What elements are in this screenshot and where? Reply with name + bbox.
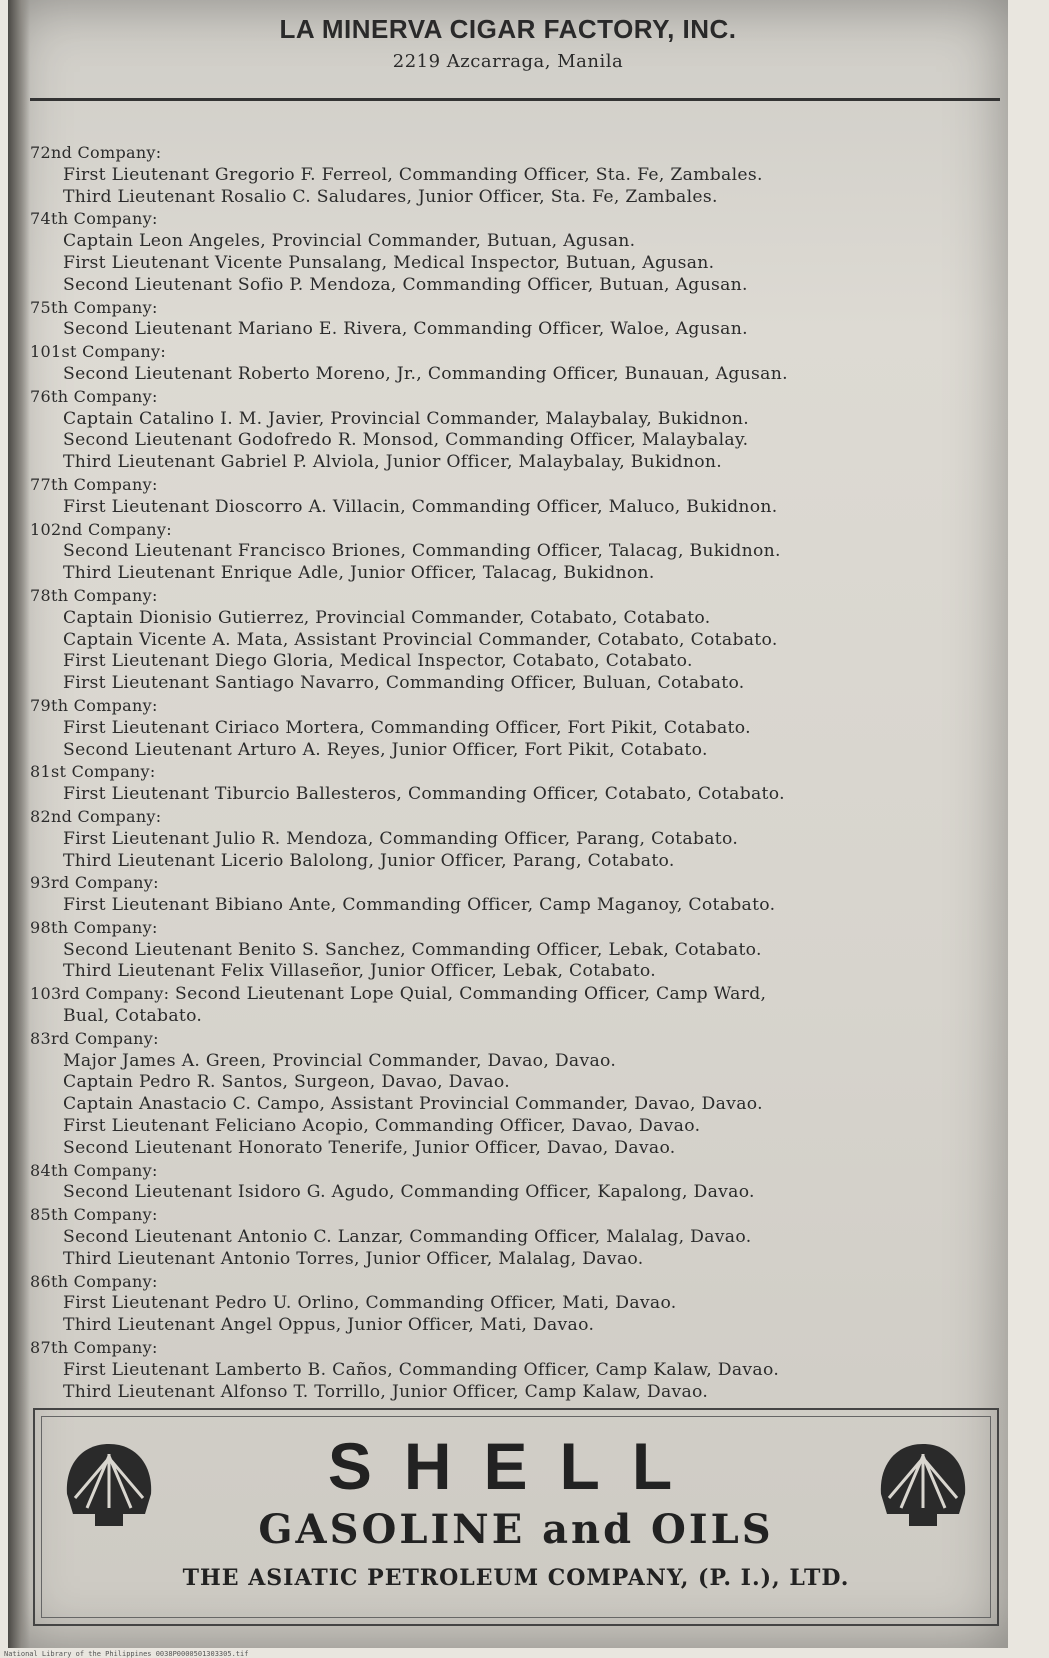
- officer-entry: Second Lieutenant Benito S. Sanchez, Commanding Officer, Lebak, Cotabato.: [63, 939, 762, 960]
- officer-entry: First Lieutenant Vicente Punsalang, Medical Inspector, Butuan, Agusan.: [63, 252, 715, 273]
- officer-entry: Second Lieutenant Isidoro G. Agudo, Commanding Officer, Kapalong, Davao.: [63, 1182, 755, 1203]
- company-label: 81st Company:: [30, 762, 156, 782]
- officer-entry: Second Lieutenant Arturo A. Reyes, Junior Officer, Fort Pikit, Cotabato.: [63, 739, 708, 760]
- company-block: [30, 474, 1005, 519]
- company-label: 102nd Company:: [30, 519, 172, 539]
- shell-advertisement: [33, 1408, 999, 1626]
- officer-entry: Captain Leon Angeles, Provincial Commander, Butuan, Agusan.: [63, 231, 636, 252]
- company-label: 77th Company:: [30, 474, 158, 494]
- header-rule: [30, 98, 1000, 101]
- officer-entry: First Lieutenant Diego Gloria, Medical Inspector, Cotabato, Cotabato.: [63, 651, 693, 672]
- company-block: [30, 519, 1005, 585]
- company-block: [30, 761, 1005, 806]
- company-heading: [30, 297, 1005, 320]
- ad-products: GASOLINE and OILS: [258, 1506, 774, 1553]
- scanned-page: [8, 0, 1008, 1648]
- officer-entry: Second Lieutenant Francisco Briones, Commanding Officer, Talacag, Bukidnon.: [63, 541, 781, 562]
- company-label: 83rd Company:: [30, 1028, 159, 1048]
- company-block: [30, 341, 1005, 386]
- officer-entry: First Lieutenant Julio R. Mendoza, Commanding Officer, Parang, Cotabato.: [63, 828, 739, 849]
- company-heading: [30, 341, 1005, 364]
- officer-entry: Second Lieutenant Mariano E. Rivera, Commanding Officer, Waloe, Agusan.: [63, 319, 748, 340]
- officer-entry: First Lieutenant Bibiano Ante, Commanding Officer, Camp Maganoy, Cotabato.: [63, 895, 776, 916]
- officer-entry: Second Lieutenant Antonio C. Lanzar, Commanding Officer, Malalag, Davao.: [63, 1227, 752, 1248]
- company-heading: [30, 1337, 1005, 1360]
- company-block: [30, 1028, 1005, 1160]
- officer-entry: Third Lieutenant Alfonso T. Torrillo, Junior Officer, Camp Kalaw, Davao.: [63, 1381, 709, 1402]
- company-heading: [30, 142, 1005, 165]
- company-heading: [30, 695, 1005, 718]
- officer-listing: [30, 142, 1005, 1403]
- company-block: [30, 1337, 1005, 1403]
- company-label: 98th Company:: [30, 917, 158, 937]
- company-heading: [30, 386, 1005, 409]
- company-heading: [30, 983, 1005, 1006]
- company-block: [30, 386, 1005, 474]
- company-label: 75th Company:: [30, 297, 158, 317]
- officer-entry: Captain Catalino I. M. Javier, Provincial Commander, Malaybalay, Bukidnon.: [63, 408, 750, 429]
- officer-entry: First Lieutenant Gregorio F. Ferreol, Commanding Officer, Sta. Fe, Zambales.: [63, 164, 763, 185]
- officer-entry-continued: Bual, Cotabato.: [63, 1006, 203, 1027]
- ad-company: THE ASIATIC PETROLEUM COMPANY, (P. I.), LTD.: [182, 1565, 850, 1591]
- page-header: [8, 14, 1008, 72]
- officer-entry: First Lieutenant Lamberto B. Caños, Commanding Officer, Camp Kalaw, Davao.: [63, 1359, 780, 1380]
- officer-entry: Second Lieutenant Sofio P. Mendoza, Commanding Officer, Butuan, Agusan.: [63, 274, 748, 295]
- company-label: 93rd Company:: [30, 873, 159, 893]
- officer-entry: Second Lieutenant Roberto Moreno, Jr., Commanding Officer, Bunauan, Agusan.: [63, 363, 788, 384]
- officer-entry: Second Lieutenant Godofredo R. Monsod, Commanding Officer, Malaybalay.: [63, 430, 749, 451]
- officer-entry: Captain Pedro R. Santos, Surgeon, Davao, Davao.: [63, 1072, 510, 1093]
- company-block: [30, 585, 1005, 695]
- officer-entry: Captain Vicente A. Mata, Assistant Provincial Commander, Cotabato, Cotabato.: [63, 629, 778, 650]
- company-heading: [30, 519, 1005, 542]
- officer-entry: Major James A. Green, Provincial Commander, Davao, Davao.: [63, 1050, 617, 1071]
- company-block: [30, 983, 1005, 1028]
- officer-entry: Captain Anastacio C. Campo, Assistant Provincial Commander, Davao, Davao.: [63, 1094, 763, 1115]
- ad-brand: SHELL: [327, 1429, 705, 1503]
- officer-entry: Captain Dionisio Gutierrez, Provincial Commander, Cotabato, Cotabato.: [63, 607, 711, 628]
- company-heading: [30, 806, 1005, 829]
- company-label: 85th Company:: [30, 1205, 158, 1225]
- company-label: 76th Company:: [30, 386, 158, 406]
- officer-entry: First Lieutenant Pedro U. Orlino, Commanding Officer, Mati, Davao.: [63, 1293, 677, 1314]
- company-heading: [30, 761, 1005, 784]
- company-heading: [30, 1204, 1005, 1227]
- officer-entry: Third Lieutenant Licerio Balolong, Junior Officer, Parang, Cotabato.: [63, 850, 675, 871]
- company-label: 87th Company:: [30, 1338, 158, 1358]
- company-heading: [30, 917, 1005, 940]
- company-block: [30, 1271, 1005, 1337]
- officer-entry: Third Lieutenant Rosalio C. Saludares, Junior Officer, Sta. Fe, Zambales.: [63, 186, 718, 207]
- header-address: 2219 Azcarraga, Manila: [392, 51, 624, 72]
- officer-entry: First Lieutenant Santiago Navarro, Commanding Officer, Buluan, Cotabato.: [63, 673, 745, 694]
- company-heading: [30, 474, 1005, 497]
- company-block: [30, 1204, 1005, 1270]
- company-block: [30, 208, 1005, 296]
- company-block: [30, 1160, 1005, 1205]
- company-label: 86th Company:: [30, 1271, 158, 1291]
- company-heading: [30, 872, 1005, 895]
- company-block: [30, 872, 1005, 917]
- company-label: 101st Company:: [30, 342, 167, 362]
- scan-footer: National Library of the Philippines 0038P0000501303305.tif: [4, 1650, 249, 1658]
- officer-entry: First Lieutenant Dioscorro A. Villacin, Commanding Officer, Maluco, Bukidnon.: [63, 496, 778, 517]
- company-heading: [30, 585, 1005, 608]
- company-heading: [30, 1028, 1005, 1051]
- officer-entry: Third Lieutenant Gabriel P. Alviola, Junior Officer, Malaybalay, Bukidnon.: [63, 452, 722, 473]
- company-block: [30, 695, 1005, 761]
- company-label: 78th Company:: [30, 585, 158, 605]
- officer-entry: Second Lieutenant Lope Quial, Commanding Officer, Camp Ward,: [169, 984, 767, 1005]
- company-heading: [30, 1271, 1005, 1294]
- officer-entry: Second Lieutenant Honorato Tenerife, Junior Officer, Davao, Davao.: [63, 1137, 676, 1158]
- officer-entry: Third Lieutenant Felix Villaseñor, Junior Officer, Lebak, Cotabato.: [63, 961, 657, 982]
- officer-entry: Third Lieutenant Enrique Adle, Junior Officer, Talacag, Bukidnon.: [63, 563, 655, 584]
- officer-entry: Third Lieutenant Antonio Torres, Junior Officer, Malalag, Davao.: [63, 1248, 644, 1269]
- officer-entry: First Lieutenant Feliciano Acopio, Commanding Officer, Davao, Davao.: [63, 1116, 701, 1137]
- company-heading: [30, 208, 1005, 231]
- company-label: 103rd Company:: [30, 984, 170, 1004]
- header-title: LA MINERVA CIGAR FACTORY, INC.: [279, 14, 737, 44]
- officer-entry: First Lieutenant Ciriaco Mortera, Commanding Officer, Fort Pikit, Cotabato.: [63, 717, 751, 738]
- company-block: [30, 297, 1005, 342]
- page-binding-shadow: [8, 0, 30, 1648]
- company-block: [30, 806, 1005, 872]
- officer-entry: Third Lieutenant Angel Oppus, Junior Officer, Mati, Davao.: [63, 1315, 595, 1336]
- officer-entry: First Lieutenant Tiburcio Ballesteros, Commanding Officer, Cotabato, Cotabato.: [63, 784, 785, 805]
- company-label: 79th Company:: [30, 695, 158, 715]
- company-label: 82nd Company:: [30, 806, 162, 826]
- company-block: [30, 917, 1005, 983]
- company-heading: [30, 1160, 1005, 1183]
- company-label: 84th Company:: [30, 1160, 158, 1180]
- company-label: 74th Company:: [30, 209, 158, 229]
- company-block: [30, 142, 1005, 208]
- company-label: 72nd Company:: [30, 143, 162, 162]
